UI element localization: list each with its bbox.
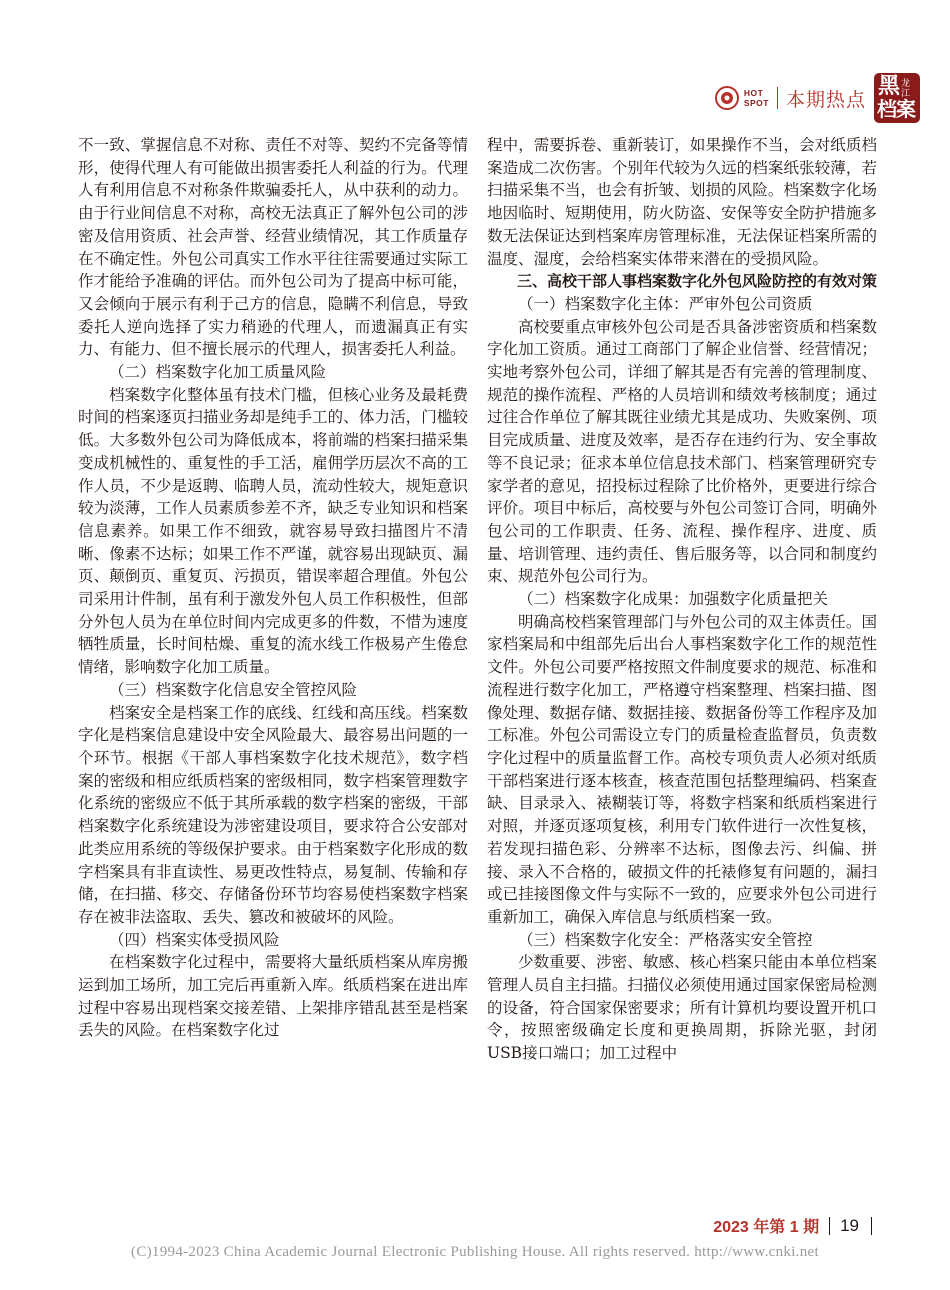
header-divider: [777, 87, 778, 109]
hot-label-line2: SPOT: [743, 98, 769, 108]
paragraph: 明确高校档案管理部门与外包公司的双主体责任。国家档案局和中组部先后出台人事档案数字化工作的规范性文件。外包公司要严格按照文件制度要求的规范、标准和流程进行数字化加工，严格遵守档案整理、档案扫描、图像处理、数据存储、数据挂接、数据备份等工作程序及加工标准。外包公司需设立专门的质量检查监督员，负责数字化过程中的质量监督工作。高校专项负责人必须对纸质干部档案进行逐本核查，核查范围包括整理编码、档案查缺、目录录入、裱糊装订等，将数字档案和纸质档案进行对照，并逐页逐项复核，利用专门软件进行一次性复核，若发现扫描色彩、分辨率不达标，图像去污、纠偏、拼接、录入不合格的，破损文件的托裱修复有问题的，漏扫或已挂接图像文件与实际不一致的，应要求外包公司进行重新加工，确保入库信息与纸质档案一致。: [487, 612, 877, 926]
subheading: （二）档案数字化加工质量风险: [109, 363, 327, 382]
logo-char-bottom: 档案: [877, 97, 915, 121]
subheading: （三）档案数字化安全：严格落实安全管控: [518, 930, 813, 949]
paragraph: 程中，需要拆卷、重新装订，如果操作不当，会对纸质档案造成二次伤害。个别年代较为久远的档案纸张较薄，若扫描采集不当，也会有折皱、划损的风险。档案数字化场地因临时、短期使用，防火防盗、安保等安全防护措施多数无法保证达到档案库房管理标准，无法保证档案所需的温度、湿度，会给档案实体带来潜在的受损风险。: [487, 136, 877, 268]
footer-divider-right: [871, 1217, 872, 1235]
page-header: [714, 72, 920, 124]
journal-logo: [874, 73, 920, 123]
issue-label: 2023 年第 1 期: [713, 1219, 820, 1236]
hot-label-line1: HOT: [743, 88, 764, 98]
subheading: （三）档案数字化信息安全管控风险: [109, 680, 358, 699]
page-footer: [713, 1214, 872, 1237]
hot-spot-label: [744, 88, 769, 108]
subheading: （四）档案实体受损风险: [109, 930, 280, 949]
subheading: （一）档案数字化主体：严审外包公司资质: [518, 294, 813, 313]
left-column: [78, 134, 468, 1042]
footer-divider: [829, 1217, 830, 1235]
section-heading: 三、高校干部人事档案数字化外包风险防控的有效对策: [517, 272, 878, 291]
paragraph: 高校要重点审核外包公司是否具备涉密资质和档案数字化加工资质。通过工商部门了解企业信誉、经营情况；实地考察外包公司，详细了解其是否有完善的管理制度、规范的操作流程、严格的人员培训和绩效考核制度；通过过往合作单位了解其既往业绩尤其是成功、失败案例、项目完成质量、进度及效率，是否存在违约行为、安全事故等不良记录；征求本单位信息技术部门、档案管理研究专家学者的意见，招投标过程除了比价格外，更要进行综合评价。项目中标后，高校要与外包公司签订合同，明确外包公司的工作职责、任务、流程、操作程序、进度、质量、培训管理、违约责任、售后服务等，以合同和制度约束、规范外包公司行为。: [487, 317, 877, 586]
paragraph: 档案数字化整体虽有技术门槛，但核心业务及最耗费时间的档案逐页扫描业务却是纯手工的、体力活，门槛较低。大多数外包公司为降低成本，将前端的档案扫描采集变成机械性的、重复性的手工活，雇佣学历层次不高的工作人员，不少是返聘、临聘人员，流动性较大，规矩意识较为淡薄，工作人员素质参差不齐，缺乏专业知识和档案信息素养。如果工作不细致，就容易导致扫描图片不清晰、像素不达标；如果工作不严谨，就容易出现缺页、漏页、颠倒页、重复页、污损页，错误率超合理值。外包公司采用计件制，虽有利于激发外包人员工作积极性，但部分外包人员为在单位时间内完成更多的件数，不惜为速度牺牲质量，长时间枯燥、重复的流水线工作极易产生倦怠情绪，影响数字化加工质量。: [78, 385, 468, 677]
page-number: 19: [840, 1215, 859, 1235]
copyright-line: (C)1994-2023 China Academic Journal Electronic Publishing House. All rights reserved. http://www.cnki.net: [131, 1244, 819, 1260]
paragraph: 在档案数字化过程中，需要将大量纸质档案从库房搬运到加工场所，加工完后再重新入库。纸质档案在进出库过程中容易出现档案交接差错、上架排序错乱甚至是档案丢失的风险。在档案数字化过: [78, 953, 468, 1040]
paragraph: 档案安全是档案工作的底线、红线和高压线。档案数字化是档案信息建设中安全风险最大、最容易出问题的一个环节。根据《干部人事档案数字化技术规范》，数字档案的密级和相应纸质档案的密级相同，数字档案管理数字化系统的密级应不低于其所承载的数字档案的密级，干部档案数字化系统建设为涉密建设项目，要求符合公安部对此类应用系统的等级保护要求。由于档案数字化形成的数字档案具有非直读性、易更改性特点，易复制、传输和存储，在扫描、移交、存储备份环节均容易使档案数字档案存在被非法盗取、丢失、篡改和被破坏的风险。: [78, 703, 468, 926]
section-title: 本期热点: [785, 88, 866, 111]
paragraph: 不一致、掌握信息不对称、责任不对等、契约不完备等情形，使得代理人有可能做出损害委托人利益的行为。代理人有利用信息不对称条件欺骗委托人，从中获利的动力。由于行业间信息不对称，高校无法真正了解外包公司的涉密及信用资质、社会声誉、经营业绩情况，其工作质量存在不确定性。外包公司真实工作水平往往需要通过实际工作才能给予准确的评估。而外包公司为了提高中标可能，又会倾向于展示有利于己方的信息，隐瞒不利信息，导致委托人逆向选择了实力稍逊的代理人，而遗漏真正有实力、有能力、但不擅长展示的代理人，损害委托人利益。: [78, 136, 468, 359]
logo-char-top: 黑: [878, 73, 901, 99]
logo-small-text: 龙江: [901, 79, 911, 99]
subheading: （二）档案数字化成果：加强数字化质量把关: [518, 590, 829, 609]
hot-spot-icon: [714, 85, 740, 111]
right-column: [487, 134, 877, 1065]
paragraph: 少数重要、涉密、敏感、核心档案只能由本单位档案管理人员自主扫描。扫描仪必须使用通过国家保密局检测的设备，符合国家保密要求；所有计算机均要设置开机口令，按照密级确定长度和更换周期，拆除光驱，封闭USB接口端口；加工过程中: [487, 953, 877, 1063]
